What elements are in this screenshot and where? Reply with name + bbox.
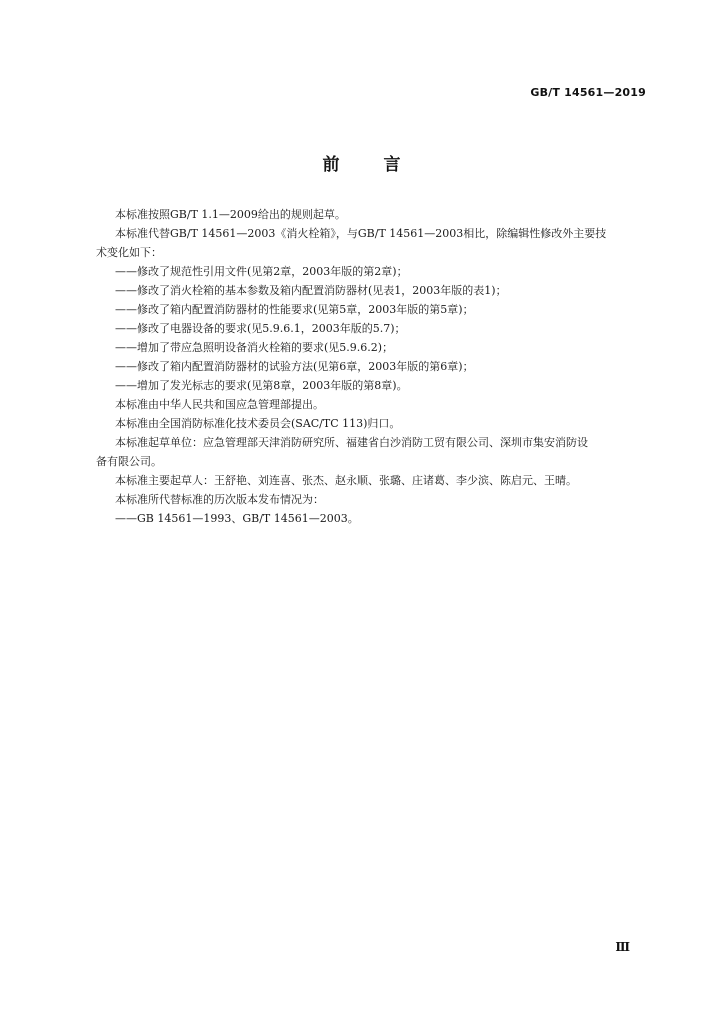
change-item: ——修改了电器设备的要求(见5.9.6.1，2003年版的5.7)； xyxy=(115,322,406,335)
paragraph-history-intro: 本标准所代替标准的历次版本发布情况为： xyxy=(115,493,324,506)
paragraph-drafting-units-line1: 本标准起草单位：应急管理部天津消防研究所、福建省白沙消防工贸有限公司、深圳市集安消防设 xyxy=(115,436,588,449)
change-item: ——增加了发光标志的要求(见第8章，2003年版的第8章)。 xyxy=(115,379,408,392)
foreword-body xyxy=(96,205,645,528)
change-item: ——修改了箱内配置消防器材的试验方法(见第6章，2003年版的第6章)； xyxy=(115,360,474,373)
paragraph-committee: 本标准由全国消防标准化技术委员会(SAC/TC 113)归口。 xyxy=(115,417,401,430)
standard-code: GB/T 14561—2019 xyxy=(530,86,646,99)
paragraph-drafting-units-line2: 备有限公司。 xyxy=(96,455,162,468)
page-title: 前 言 xyxy=(322,155,402,175)
change-item: ——修改了规范性引用文件(见第2章，2003年版的第2章)； xyxy=(115,265,408,278)
paragraph-proposer: 本标准由中华人民共和国应急管理部提出。 xyxy=(115,398,324,411)
change-item: ——修改了箱内配置消防器材的性能要求(见第5章，2003年版的第5章)； xyxy=(115,303,474,316)
history-item: ——GB 14561—1993、GB/T 14561—2003。 xyxy=(115,512,359,525)
page-number: Ⅲ xyxy=(615,940,630,954)
change-item: ——修改了消火栓箱的基本参数及箱内配置消防器材(见表1，2003年版的表1)； xyxy=(115,284,507,297)
paragraph-replacement-line1: 本标准代替GB/T 14561—2003《消火栓箱》，与GB/T 14561—2003相比，除编辑性修改外主要技 xyxy=(115,227,607,240)
paragraph-drafters: 本标准主要起草人：王舒艳、刘连喜、张杰、赵永顺、张璐、庄诸葛、李少滨、陈启元、王晴。 xyxy=(115,474,577,487)
paragraph-replacement-line2: 术变化如下： xyxy=(96,246,162,259)
paragraph-drafting-rules: 本标准按照GB/T 1.1—2009给出的规则起草。 xyxy=(115,208,346,221)
change-item: ——增加了带应急照明设备消火栓箱的要求(见5.9.6.2)； xyxy=(115,341,394,354)
